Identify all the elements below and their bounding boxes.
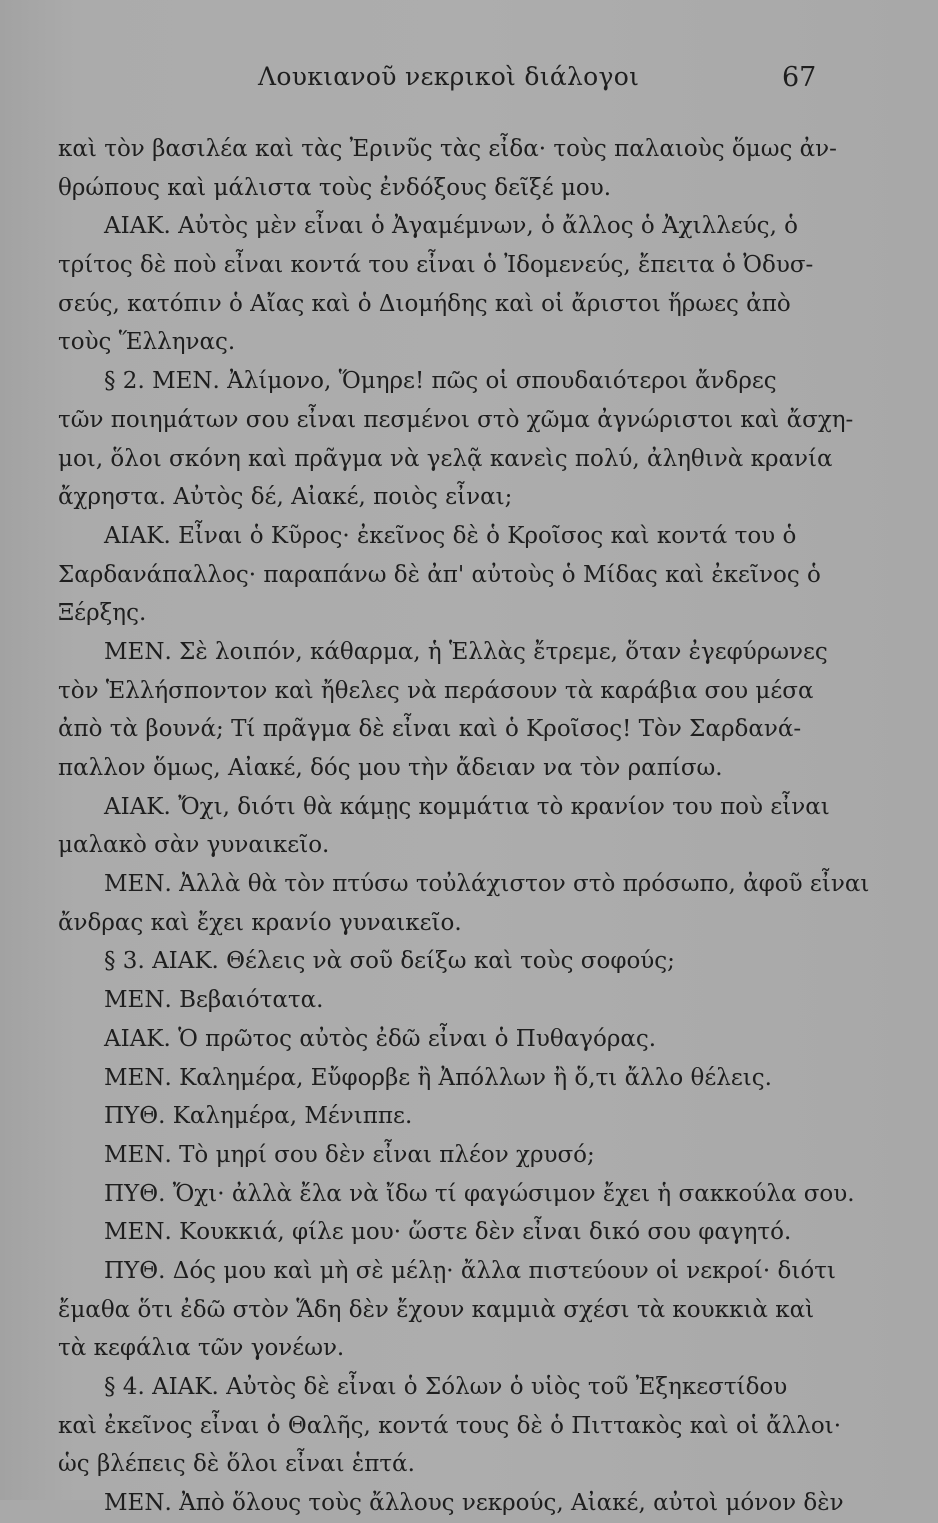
text-line: § 4. ΑΙΑΚ. Αὐτὸς δὲ εἶναι ὁ Σόλων ὁ υἱὸς τοῦ Ἐξηκεστίδου xyxy=(104,1374,788,1400)
text-line: τρίτος δὲ ποὺ εἶναι κοντά του εἶναι ὁ Ἰδομενεύς, ἔπειτα ὁ Ὀδυσ- xyxy=(58,252,814,279)
text-line: ἄχρηστα. Αὐτὸς δέ, Αἰακέ, ποιὸς εἶναι; xyxy=(58,484,513,511)
text-body xyxy=(58,130,870,1523)
text-line: Ξέρξης. xyxy=(58,600,147,627)
text-line: ΠΥΘ. Δός μου καὶ μὴ σὲ μέλῃ· ἄλλα πιστεύουν οἱ νεκροί· διότι xyxy=(104,1257,836,1284)
text-line: ἄνδρας καὶ ἔχει κρανίο γυναικεῖο. xyxy=(58,909,462,936)
page-header xyxy=(0,62,938,98)
text-line: ΜΕΝ. Σὲ λοιπόν, κάθαρμα, ἡ Ἑλλὰς ἔτρεμε, ὅταν ἐγεφύρωνες xyxy=(104,638,828,665)
text-line: μαλακὸ σὰν γυναικεῖο. xyxy=(58,832,330,859)
text-line: ΑΙΑΚ. Ὁ πρῶτος αὐτὸς ἐδῶ εἶναι ὁ Πυθαγόρας. xyxy=(104,1025,657,1052)
text-line: παλλον ὅμως, Αἰακέ, δός μου τὴν ἄδειαν να τὸν ραπίσω. xyxy=(58,755,723,781)
text-line: τοὺς Ἕλληνας. xyxy=(58,329,236,356)
text-line: § 2. ΜΕΝ. Ἀλίμονο, Ὅμηρε! πῶς οἱ σπουδαιότεροι ἄνδρες xyxy=(104,368,777,395)
text-line: ΜΕΝ. Καλημέρα, Εὔφορβε ἢ Ἀπόλλων ἢ ὅ,τι ἄλλο θέλεις. xyxy=(104,1064,772,1091)
text-line: § 3. ΑΙΑΚ. Θέλεις νὰ σοῦ δείξω καὶ τοὺς σοφούς; xyxy=(104,948,675,975)
text-line: μοι, ὅλοι σκόνη καὶ πρᾶγμα νὰ γελᾷ κανεὶς πολύ, ἀληθινὰ κρανία xyxy=(58,445,833,472)
running-title: Λουκιανοῦ νεκρικοὶ διάλογοι xyxy=(258,62,640,91)
text-line: ΜΕΝ. Ἀπὸ ὅλους τοὺς ἄλλους νεκρούς, Αἰακέ, αὐτοὶ μόνον δὲν xyxy=(104,1490,844,1517)
text-line: ΜΕΝ. Ἀλλὰ θὰ τὸν πτύσω τοὐλάχιστον στὸ πρόσωπο, ἀφοῦ εἶναι xyxy=(104,871,870,898)
text-line: ΠΥΘ. Ὄχι· ἀλλὰ ἔλα νὰ ἴδω τί φαγώσιμον ἔχει ἡ σακκούλα σου. xyxy=(104,1180,855,1207)
text-line: ὡς βλέπεις δὲ ὅλοι εἶναι ἑπτά. xyxy=(58,1451,415,1478)
text-line: καὶ τὸν βασιλέα καὶ τὰς Ἐρινῦς τὰς εἶδα· τοὺς παλαιοὺς ὅμως ἀν- xyxy=(58,136,837,162)
text-line: ΜΕΝ. Κουκκιά, φίλε μου· ὥστε δὲν εἶναι δικό σου φαγητό. xyxy=(104,1219,792,1246)
text-line: θρώπους καὶ μάλιστα τοὺς ἐνδόξους δεῖξέ μου. xyxy=(58,174,612,201)
text-line: καὶ ἐκεῖνος εἶναι ὁ Θαλῆς, κοντά τους δὲ ὁ Πιττακὸς καὶ οἱ ἄλλοι· xyxy=(58,1412,842,1439)
text-line: ΑΙΑΚ. Εἶναι ὁ Κῦρος· ἐκεῖνος δὲ ὁ Κροῖσος καὶ κοντά του ὁ xyxy=(104,522,797,549)
text-line: ΠΥΘ. Καλημέρα, Μένιππε. xyxy=(104,1103,413,1130)
text-line: τὰ κεφάλια τῶν γονέων. xyxy=(58,1335,345,1362)
text-line: ΑΙΑΚ. Ὄχι, διότι θὰ κάμῃς κομμάτια τὸ κρανίον του ποὺ εἶναι xyxy=(104,793,830,820)
text-line: ἀπὸ τὰ βουνά; Τί πρᾶγμα δὲ εἶναι καὶ ὁ Κροῖσος! Τὸν Σαρδανά- xyxy=(58,716,802,743)
text-line: τῶν ποιημάτων σου εἶναι πεσμένοι στὸ χῶμα ἀγνώριστοι καὶ ἄσχη- xyxy=(58,406,854,433)
text-line: ΜΕΝ. Βεβαιότατα. xyxy=(104,987,324,1014)
text-line: ἔμαθα ὅτι ἐδῶ στὸν Ἅδη δὲν ἔχουν καμμιὰ σχέσι τὰ κουκκιὰ καὶ xyxy=(58,1296,815,1323)
text-line: ΜΕΝ. Τὸ μηρί σου δὲν εἶναι πλέον χρυσό; xyxy=(104,1141,595,1168)
text-line: ΑΙΑΚ. Αὐτὸς μὲν εἶναι ὁ Ἀγαμέμνων, ὁ ἄλλος ὁ Ἀχιλλεύς, ὁ xyxy=(104,213,799,240)
page-number: 67 xyxy=(782,62,817,93)
text-line: Σαρδανάπαλλος· παραπάνω δὲ ἀπ' αὐτοὺς ὁ Μίδας καὶ ἐκεῖνος ὁ xyxy=(58,561,821,588)
text-line: σεύς, κατόπιν ὁ Αἴας καὶ ὁ Διομήδης καὶ οἱ ἄριστοι ἥρωες ἀπὸ xyxy=(58,290,791,317)
text-line: τὸν Ἑλλήσποντον καὶ ἤθελες νὰ περάσουν τὰ καράβια σου μέσα xyxy=(58,677,814,704)
